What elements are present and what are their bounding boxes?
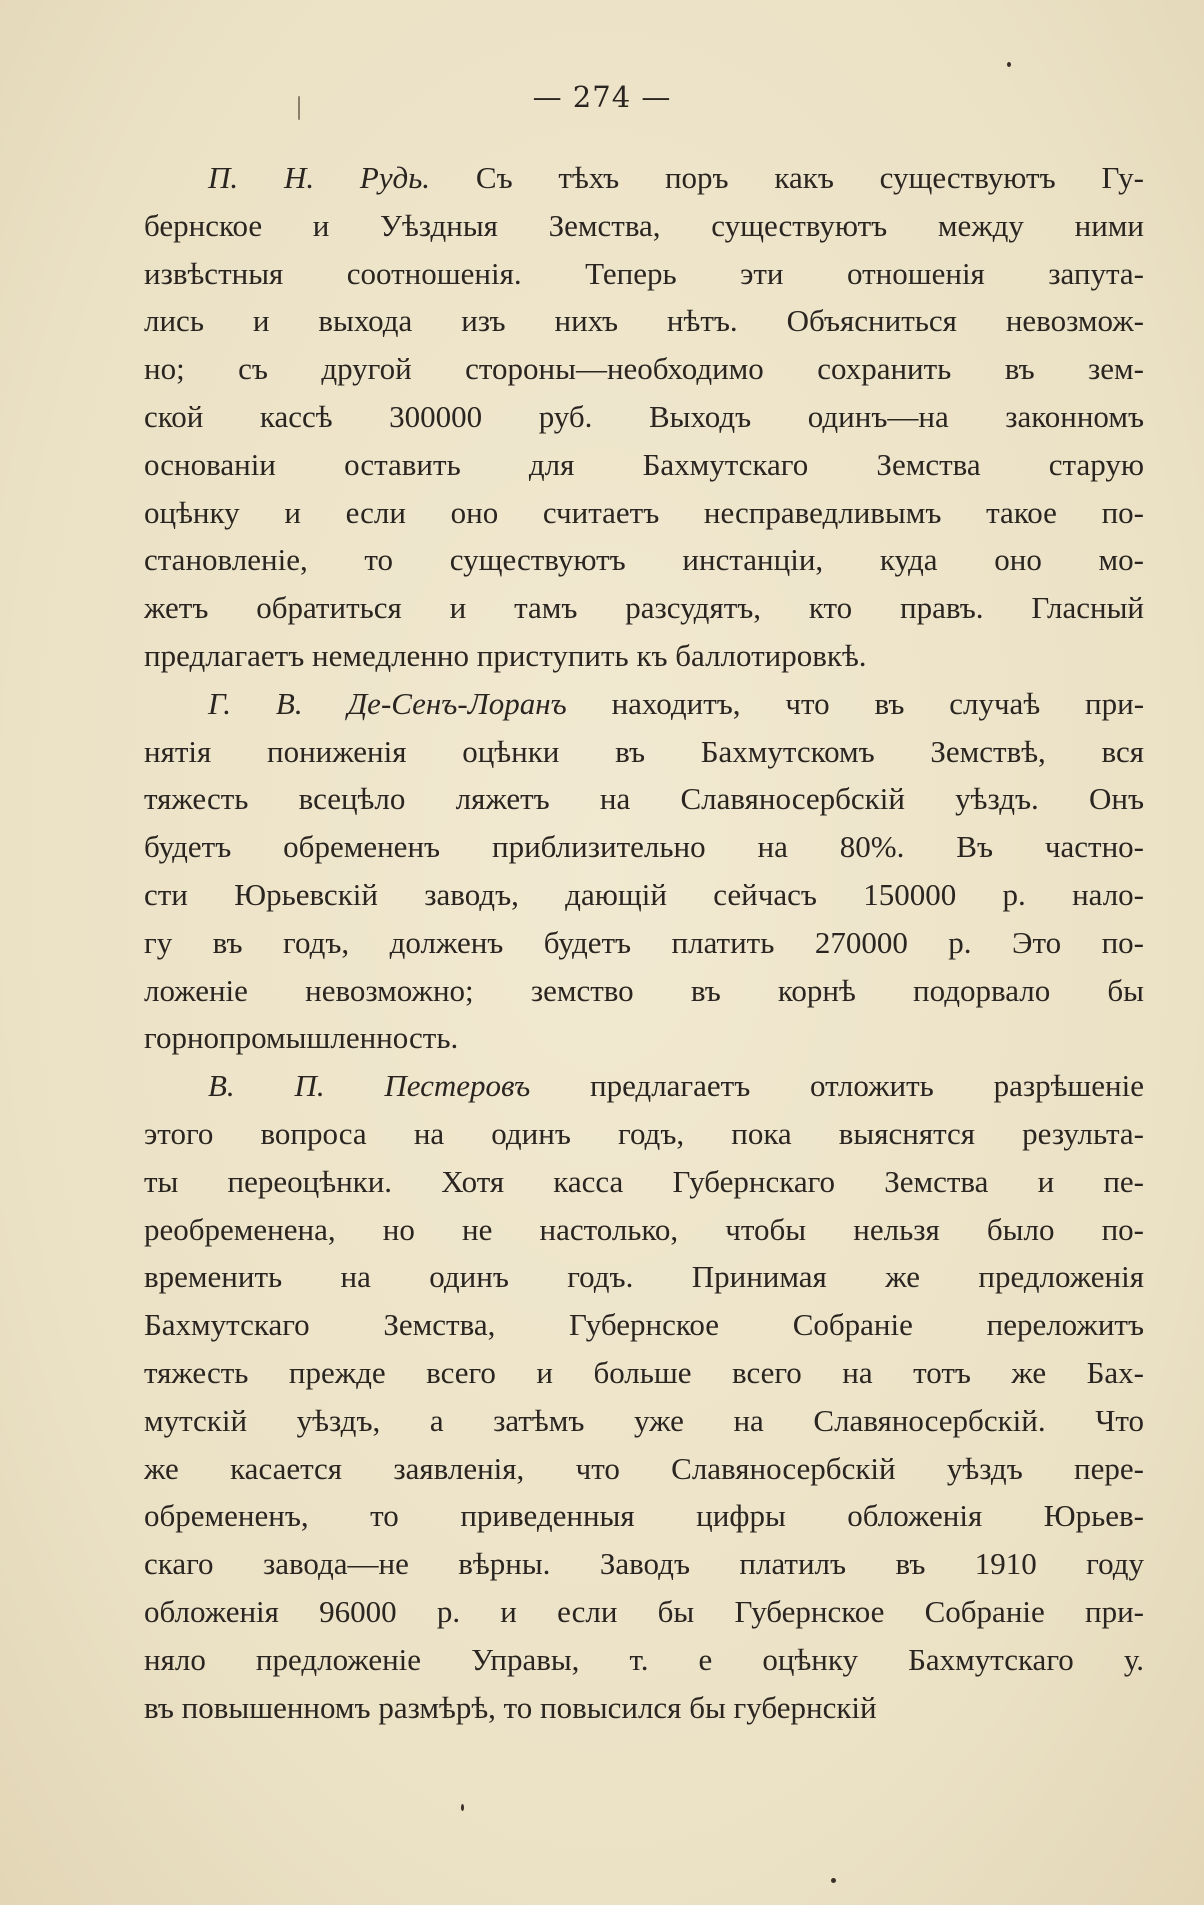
- text-line: жетъ обратиться и тамъ разсудятъ, кто правъ. Гласный: [144, 590, 1144, 626]
- text-line: ты переоцѣнки. Хотя касса Губернскаго Земства и пе-: [144, 1163, 1144, 1199]
- text-line: этого вопроса на одинъ годъ, пока выяснятся результа-: [144, 1115, 1144, 1151]
- text-line: въ повышенномъ размѣрѣ, то повысился бы губернскій: [144, 1689, 877, 1725]
- text-line: Бахмутскаго Земства, Губернское Собраніе переложитъ: [144, 1307, 1144, 1343]
- text-line: няло предложеніе Управы, т. е оцѣнку Бахмутскаго у.: [144, 1641, 1144, 1677]
- line-text: находитъ, что въ случаѣ при-: [611, 685, 1144, 721]
- text-line: же касается заявленія, что Славяносербскій уѣздъ пере-: [144, 1450, 1144, 1486]
- text-line: реобременена, но не настолько, чтобы нельзя было по-: [144, 1211, 1144, 1247]
- text-line: основаніи оставить для Бахмутскаго Земства старую: [144, 446, 1144, 482]
- text-line: [144, 154, 1144, 202]
- paper-speck: [298, 96, 300, 120]
- text-line: оцѣнку и если оно считаетъ несправедливымъ такое по-: [144, 494, 1144, 530]
- text-line: извѣстныя соотношенія. Теперь эти отношенія запута-: [144, 255, 1144, 291]
- page-body: [144, 154, 1144, 1731]
- paper-speck: [1007, 62, 1011, 67]
- text-line: становленіе, то существуютъ инстанціи, куда оно мо-: [144, 542, 1144, 578]
- speaker-name: Г. В. Де-Сенъ-Лоранъ: [208, 685, 567, 721]
- paragraph-pesterov: [144, 1062, 1144, 1731]
- paper-speck: [831, 1878, 836, 1883]
- paper-speck: [461, 1804, 464, 1811]
- text-line: но; съ другой стороны—необходимо сохранить въ зем-: [144, 351, 1144, 387]
- text-line: тяжесть прежде всего и больше всего на тотъ же Бах-: [144, 1354, 1144, 1390]
- text-line: мутскій уѣздъ, а затѣмъ уже на Славяносербскій. Что: [144, 1402, 1144, 1438]
- text-line: [144, 680, 1144, 728]
- line-text: предлагаетъ отложить разрѣшеніе: [589, 1068, 1144, 1104]
- speaker-name: В. П. Пестеровъ: [208, 1068, 531, 1104]
- text-line: [144, 1062, 1144, 1110]
- paragraph-de-sen-loran: [144, 680, 1144, 1062]
- text-line: лись и выхода изъ нихъ нѣтъ. Объясниться невозмож-: [144, 303, 1144, 339]
- page-number: — 274 —: [532, 80, 672, 114]
- text-line: временить на одинъ годъ. Принимая же предложенія: [144, 1259, 1144, 1295]
- speaker-name: П. Н. Рудь.: [208, 160, 431, 195]
- text-line: бернское и Уѣздныя Земства, существуютъ между ними: [144, 207, 1144, 243]
- text-line: сти Юрьевскій заводъ, дающій сейчасъ 150000 р. нало-: [144, 876, 1144, 912]
- text-line: гу въ годъ, долженъ будетъ платить 270000 р. Это по-: [144, 924, 1144, 960]
- text-line: горнопромышленность.: [144, 1020, 459, 1056]
- text-line: будетъ обремененъ приблизительно на 80%. Въ частно-: [144, 829, 1144, 865]
- line-text: Съ тѣхъ поръ какъ существуютъ Гу-: [475, 160, 1144, 195]
- text-line: нятія пониженія оцѣнки въ Бахмутскомъ Земствѣ, вся: [144, 733, 1144, 769]
- text-line: предлагаетъ немедленно приступить къ баллотировкѣ.: [144, 637, 867, 673]
- text-line: ской кассѣ 300000 руб. Выходъ одинъ—на законномъ: [144, 398, 1144, 434]
- text-line: скаго завода—не вѣрны. Заводъ платилъ въ 1910 году: [144, 1546, 1144, 1582]
- text-line: обложенія 96000 р. и если бы Губернское Собраніе при-: [144, 1593, 1144, 1629]
- paragraph-rud: [144, 154, 1144, 680]
- text-line: обремененъ, то приведенныя цифры обложенія Юрьев-: [144, 1498, 1144, 1534]
- text-line: тяжесть всецѣло ляжетъ на Славяносербскій уѣздъ. Онъ: [144, 781, 1144, 817]
- text-line: ложеніе невозможно; земство въ корнѣ подорвало бы: [144, 972, 1144, 1008]
